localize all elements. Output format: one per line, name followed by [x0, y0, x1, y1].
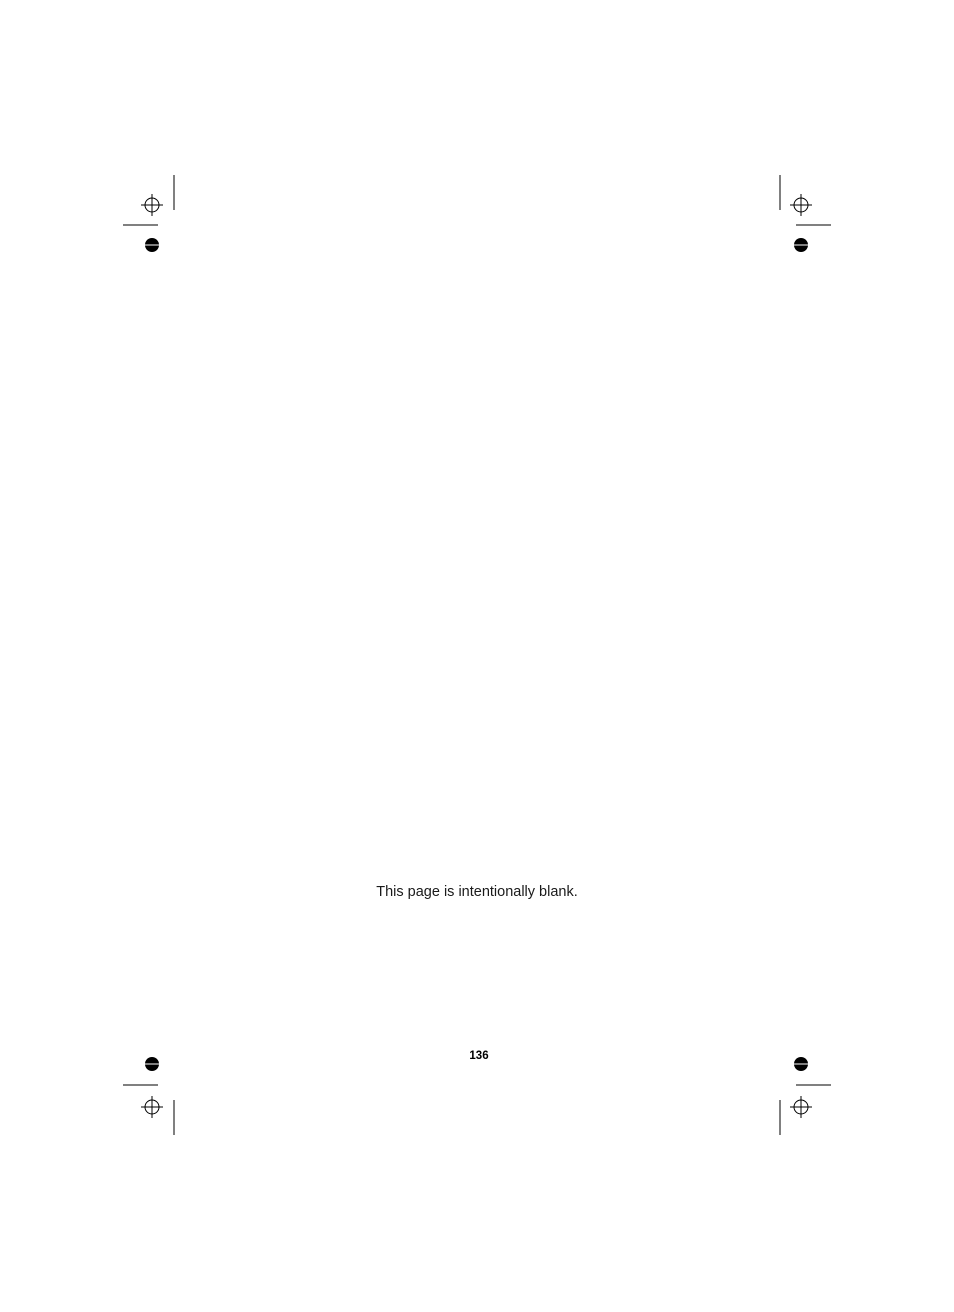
page-number: 136 — [469, 1050, 489, 1062]
registration-target-icon — [790, 194, 812, 216]
crop-mark-bottom-left — [123, 1085, 174, 1135]
registration-dot-icon — [794, 238, 808, 252]
registration-target-icon — [141, 194, 163, 216]
registration-dot-icon — [145, 1057, 159, 1071]
blank-page-notice: This page is intentionally blank. — [376, 884, 578, 900]
registration-target-icon — [790, 1096, 812, 1118]
registration-target-icon — [141, 1096, 163, 1118]
registration-dot-icon — [794, 1057, 808, 1071]
crop-mark-top-left — [123, 175, 174, 225]
crop-mark-bottom-right — [780, 1085, 831, 1135]
registration-dot-icon — [145, 238, 159, 252]
